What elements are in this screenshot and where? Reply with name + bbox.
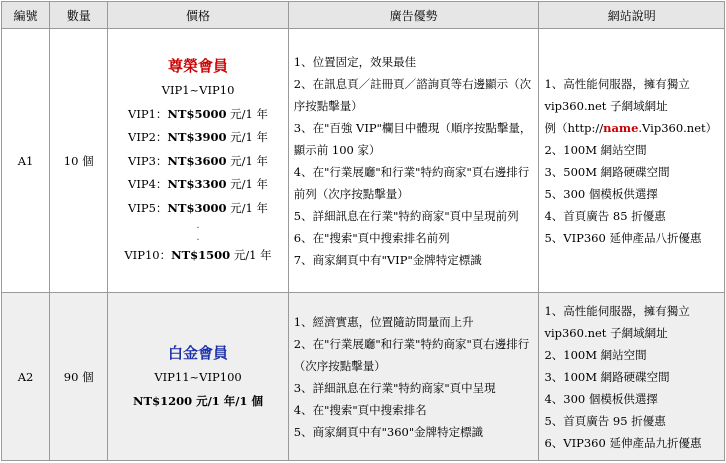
site-info-line: 1、高性能伺服器，擁有獨立 xyxy=(544,303,690,318)
advantage-item: 1、位置固定，效果最佳 xyxy=(293,54,417,69)
site-info-line: 2、100M 網站空間 xyxy=(544,142,647,157)
table-row-a2 xyxy=(2,293,725,461)
price-line: VIP1：NT$5000 元/1 年 xyxy=(128,106,269,121)
example-name: name xyxy=(603,120,639,135)
advantage-item: 5、詳細訊息在行業"特約商家"頁中呈現前列 xyxy=(293,208,519,223)
header-site-info: 網站說明 xyxy=(539,2,725,29)
advantage-item: 4、在"行業展廳"和行業"特約商家"頁右邊排行前列（次序按點擊量） xyxy=(293,164,530,201)
site-info-line: 4、首頁廣告 85 折優惠 xyxy=(544,208,666,223)
advantage-item: 4、在"搜索"頁中搜索排名 xyxy=(293,402,427,417)
header-quantity: 數量 xyxy=(50,2,108,29)
ellipsis-dot: . xyxy=(196,220,200,232)
tier-title: 白金會員 xyxy=(168,344,229,362)
advantage-item: 7、商家網頁中有"VIP"金牌特定標識 xyxy=(293,252,482,267)
site-info-line: 5、首頁廣告 95 折優惠 xyxy=(544,413,666,428)
table-row-a1 xyxy=(2,29,725,293)
advantage-item: 2、在"行業展廳"和行業"特約商家"頁右邊排行（次序按點擊量） xyxy=(293,336,530,373)
price-line: VIP2：NT$3900 元/1 年 xyxy=(128,130,269,145)
site-info-example: 例（http://name.Vip360.net） xyxy=(544,120,718,135)
advantage-item: 3、在"百強 VIP"欄目中體現（順序按點擊量，顯示前 100 家） xyxy=(293,120,532,157)
tier-title: 尊榮會員 xyxy=(168,57,229,76)
advantage-item: 6、在"搜索"頁中搜索排名前列 xyxy=(293,230,450,245)
price-line: VIP4：NT$3300 元/1 年 xyxy=(128,177,269,192)
row-code: A2 xyxy=(2,293,50,461)
price-line: NT$1200 元/1 年/1 個 xyxy=(133,393,264,408)
site-info-line: 3、100M 網路硬碟空間 xyxy=(544,369,670,384)
tier-range: VIP1~VIP10 xyxy=(161,83,235,98)
price-cell xyxy=(108,293,288,461)
ad-pricing-table xyxy=(1,1,725,461)
header-code: 編號 xyxy=(2,2,50,29)
site-info-cell xyxy=(539,293,725,461)
header-advantages: 廣告優勢 xyxy=(288,2,539,29)
site-info-line: vip360.net 子網域網址 xyxy=(544,98,668,113)
header-price: 價格 xyxy=(108,2,288,29)
site-info-line: 3、500M 網路硬碟空間 xyxy=(544,164,670,179)
row-quantity: 10 個 xyxy=(50,29,108,293)
price-line: VIP3：NT$3600 元/1 年 xyxy=(128,153,269,168)
site-info-line: 6、VIP360 延伸產品九折優惠 xyxy=(544,435,702,450)
site-info-line: 2、100M 網站空間 xyxy=(544,347,647,362)
site-info-line: 5、VIP360 延伸產品八折優惠 xyxy=(544,230,702,245)
price-line: VIP5：NT$3000 元/1 年 xyxy=(128,200,269,215)
advantage-item: 5、商家網頁中有"360"金牌特定標識 xyxy=(293,424,484,439)
site-info-line: 1、高性能伺服器，擁有獨立 xyxy=(544,76,690,91)
site-info-line: vip360.net 子網域網址 xyxy=(544,325,668,340)
advantages-cell xyxy=(288,293,539,461)
advantage-item: 3、詳細訊息在行業"特約商家"頁中呈現 xyxy=(293,380,496,395)
row-quantity: 90 個 xyxy=(50,293,108,461)
site-info-cell xyxy=(539,29,725,293)
row-code: A1 xyxy=(2,29,50,293)
header-row xyxy=(2,2,725,29)
price-cell xyxy=(108,29,288,293)
site-info-line: 4、300 個模板供選擇 xyxy=(544,391,658,406)
site-info-line: 5、300 個模板供選擇 xyxy=(544,186,658,201)
price-line-last: VIP10：NT$1500 元/1 年 xyxy=(124,248,272,263)
advantage-item: 1、經濟實惠，位置隨訪問量而上升 xyxy=(293,314,474,329)
tier-range: VIP11~VIP100 xyxy=(154,370,242,384)
ellipsis-dot: . xyxy=(196,232,200,244)
advantage-item: 2、在訊息頁／註冊頁／諮詢頁等右邊顯示（次序按點擊量） xyxy=(293,76,532,113)
advantages-cell xyxy=(288,29,539,293)
